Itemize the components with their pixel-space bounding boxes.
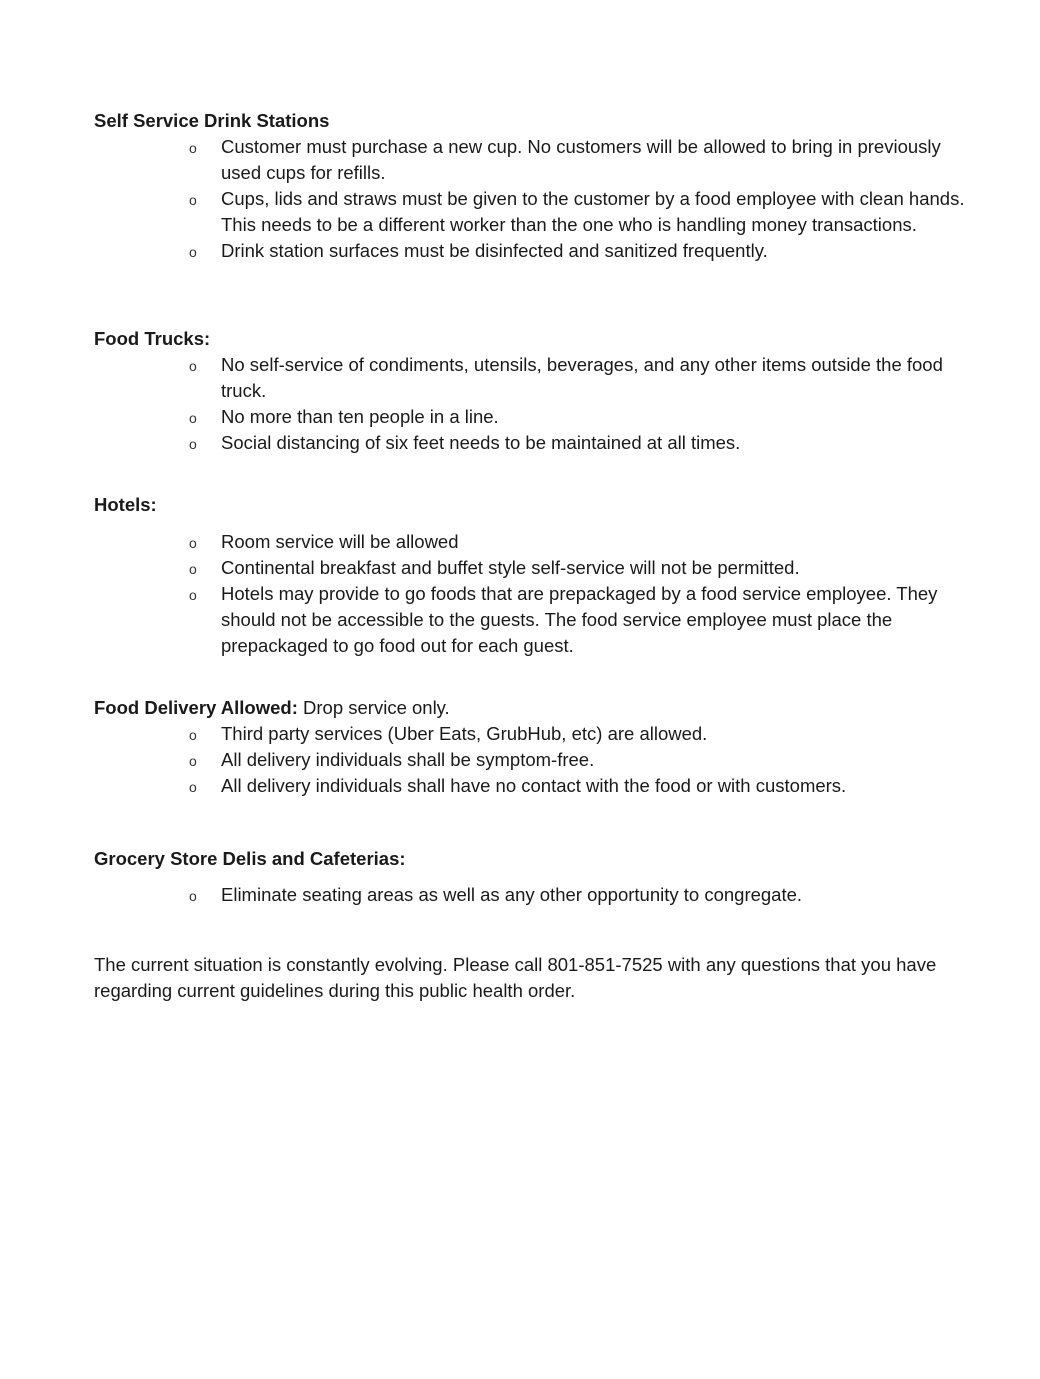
list-item-text: Room service will be allowed	[221, 531, 459, 552]
bullet-icon: o	[189, 244, 197, 260]
bullet-icon: o	[189, 561, 197, 577]
list-item-text: Social distancing of six feet needs to be maintained at all times.	[221, 432, 741, 453]
food-delivery-heading-label: Food Delivery Allowed:	[94, 697, 298, 718]
drink-stations-list	[186, 134, 966, 264]
list-item-text: Cups, lids and straws must be given to the customer by a food employee with clean hands. This needs to be a different worker than the one who is handling money transactions.	[221, 188, 965, 235]
list-item-text: Drink station surfaces must be disinfected and sanitized frequently.	[221, 240, 768, 261]
list-item	[186, 352, 966, 404]
list-item-text: No more than ten people in a line.	[221, 406, 499, 427]
drink-stations-heading: Self Service Drink Stations	[94, 110, 330, 131]
list-item-text: Customer must purchase a new cup. No customers will be allowed to bring in previously used cups for refills.	[221, 136, 941, 183]
list-item-text: All delivery individuals shall have no contact with the food or with customers.	[221, 775, 847, 796]
food-delivery-list	[186, 721, 966, 799]
list-item	[186, 186, 966, 238]
bullet-icon: o	[189, 140, 197, 156]
list-item	[186, 555, 966, 581]
list-item	[186, 134, 966, 186]
bullet-icon: o	[189, 779, 197, 795]
bullet-icon: o	[189, 727, 197, 743]
food-trucks-heading: Food Trucks:	[94, 328, 211, 349]
bullet-icon: o	[189, 358, 197, 374]
list-item	[186, 404, 966, 430]
bullet-icon: o	[189, 192, 197, 208]
bullet-icon: o	[189, 436, 197, 452]
grocery-heading: Grocery Store Delis and Cafeterias:	[94, 848, 406, 869]
bullet-icon: o	[189, 888, 197, 904]
list-item	[186, 773, 966, 799]
food-delivery-heading	[94, 695, 450, 721]
grocery-list	[186, 882, 966, 908]
list-item	[186, 882, 966, 908]
list-item-text: Continental breakfast and buffet style self-service will not be permitted.	[221, 557, 800, 578]
bullet-icon: o	[189, 753, 197, 769]
hotels-list	[186, 529, 966, 659]
list-item	[186, 747, 966, 773]
closing-paragraph: The current situation is constantly evolving. Please call 801-851-7525 with any questions that you have regarding current guidelines during this public health order.	[94, 954, 937, 1001]
bullet-icon: o	[189, 587, 197, 603]
list-item	[186, 581, 966, 659]
food-trucks-list	[186, 352, 966, 456]
list-item	[186, 238, 966, 264]
list-item-text: Third party services (Uber Eats, GrubHub, etc) are allowed.	[221, 723, 708, 744]
food-delivery-heading-note: Drop service only.	[297, 697, 450, 718]
list-item-text: No self-service of condiments, utensils, beverages, and any other items outside the food truck.	[221, 354, 943, 401]
list-item	[186, 430, 966, 456]
bullet-icon: o	[189, 410, 197, 426]
list-item	[186, 529, 966, 555]
list-item-text: Eliminate seating areas as well as any other opportunity to congregate.	[221, 884, 803, 905]
list-item-text: Hotels may provide to go foods that are prepackaged by a food service employee. They should not be accessible to the guests. The food service employee must place the prepackaged to go food out for each guest.	[221, 583, 938, 656]
list-item	[186, 721, 966, 747]
list-item-text: All delivery individuals shall be symptom-free.	[221, 749, 595, 770]
hotels-heading: Hotels:	[94, 494, 157, 515]
bullet-icon: o	[189, 535, 197, 551]
